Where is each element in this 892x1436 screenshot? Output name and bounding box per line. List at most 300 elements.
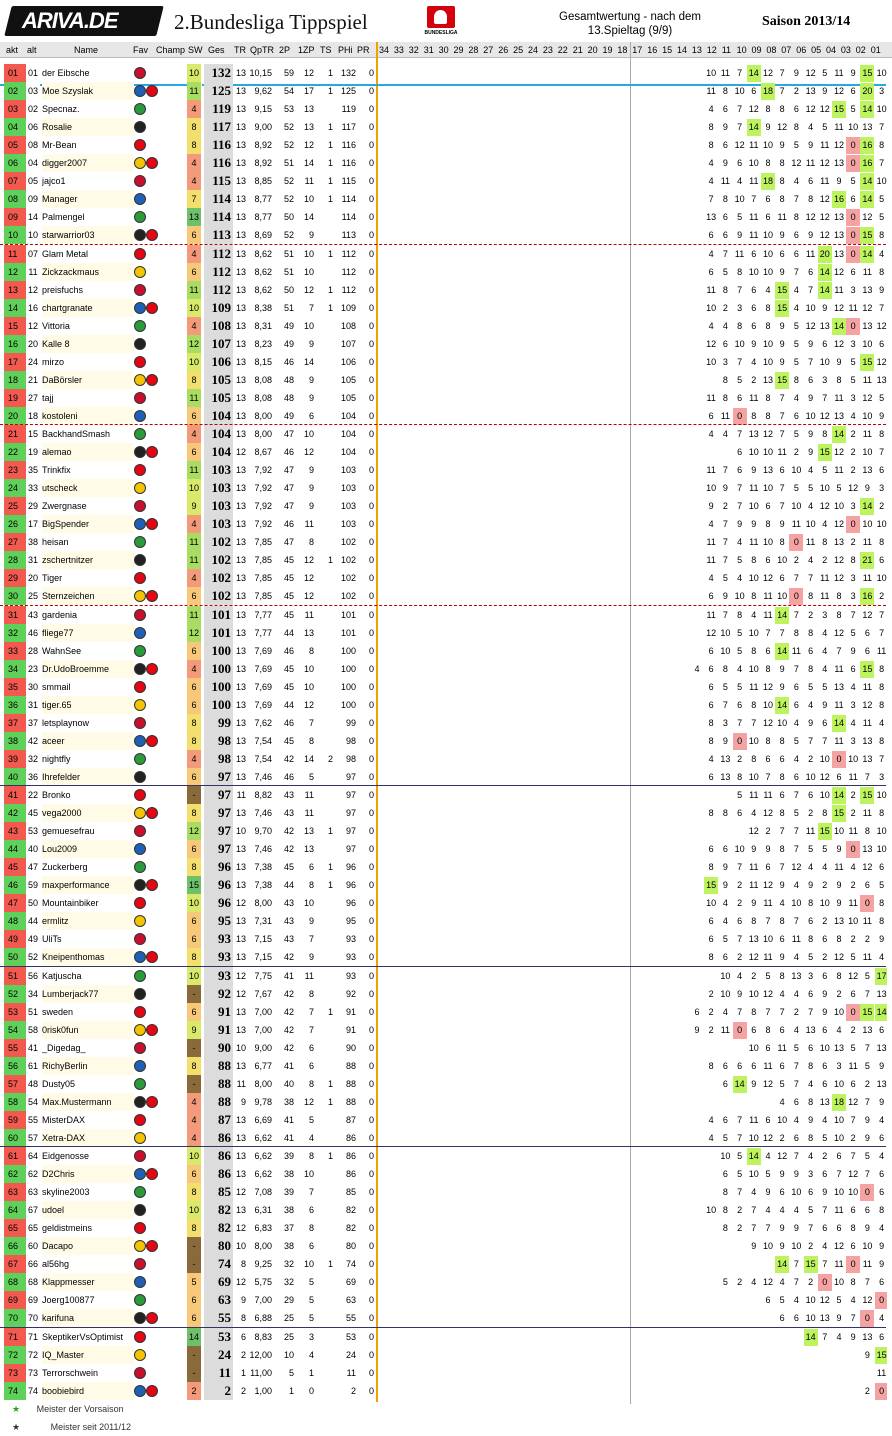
player-name[interactable]: chartgranate (42, 299, 134, 317)
player-name[interactable]: Dacapo (42, 1237, 134, 1255)
matchday-score: 7 (864, 1042, 870, 1053)
player-name[interactable]: SkeptikerVsOptimist (42, 1331, 124, 1342)
player-name[interactable]: Tiger (42, 573, 63, 584)
player-name[interactable]: smmail (42, 681, 71, 692)
matchday-05: 05 (811, 45, 822, 55)
table-row[interactable] (0, 172, 892, 190)
player-name[interactable]: der Eibsche (42, 68, 90, 78)
player-name[interactable]: Sternzeichen (42, 587, 134, 605)
table-row[interactable] (0, 226, 892, 244)
col-sw[interactable]: SW (188, 45, 203, 55)
matchday-score: 10 (777, 717, 788, 728)
qptr-value: 7,69 (254, 699, 272, 710)
qptr-value: 7,85 (254, 573, 272, 584)
col-tr[interactable]: TR (234, 45, 246, 55)
akt: 17 (4, 353, 26, 371)
table-row[interactable] (0, 930, 892, 948)
player-name[interactable]: Dr.UdoBroemme (42, 660, 134, 678)
matchday-score: 7 (879, 627, 885, 638)
player-name[interactable]: skyline2003 (42, 1187, 90, 1198)
table-row[interactable] (0, 533, 892, 551)
table-row[interactable] (0, 425, 892, 443)
player-name[interactable]: Zuckerberg (42, 862, 88, 873)
player-name[interactable]: aceer (42, 732, 134, 750)
ariva-logo[interactable]: ARIVA.DE (4, 6, 163, 36)
matchday-score: 7 (779, 627, 785, 638)
col-akt[interactable]: akt (6, 45, 19, 55)
matchday-score: 11 (848, 826, 858, 837)
matchday-score: 6 (850, 1205, 856, 1216)
player-name[interactable]: zschertnitzer (42, 551, 134, 569)
total-points: 99 (204, 714, 233, 732)
matchday-grid (376, 299, 887, 317)
player-name[interactable]: al56hg (42, 1259, 70, 1270)
table-row[interactable] (0, 1111, 892, 1129)
player-name[interactable]: Rosalie (42, 118, 134, 136)
table-row[interactable] (0, 714, 892, 732)
table-row[interactable] (0, 389, 892, 407)
player-name[interactable]: BigSpender (42, 515, 134, 533)
table-row[interactable] (0, 840, 892, 858)
player-name[interactable]: Mr-Bean (42, 140, 77, 151)
ts-value (316, 1219, 333, 1237)
player-name[interactable]: Manager (42, 190, 134, 208)
table-row[interactable] (0, 1183, 892, 1201)
table-row[interactable] (0, 804, 892, 822)
matchday-grid (376, 407, 887, 425)
player-name[interactable]: Lumberjack77 (42, 985, 134, 1003)
table-row[interactable] (0, 317, 892, 335)
matchday-score: 11 (820, 573, 830, 584)
one-zp-value: 11 (304, 176, 314, 187)
two-point-value: 42 (283, 826, 294, 837)
player-name[interactable]: digger2007 (42, 154, 134, 172)
col-2p[interactable]: 2P (279, 45, 291, 55)
player-name[interactable]: Kalle 8 (42, 335, 134, 353)
sw-value: 2 (187, 1382, 202, 1400)
player-name[interactable]: tiger.65 (42, 696, 134, 714)
matchday-score: 9 (808, 447, 814, 458)
player-name[interactable]: Max.Mustermann (42, 1093, 134, 1111)
player-name[interactable]: Ihrefelder (42, 768, 134, 786)
matchday-score: 11 (848, 771, 858, 782)
alt: 29 (26, 497, 40, 515)
qptr-value: 7,54 (254, 735, 272, 746)
table-row[interactable] (0, 1057, 892, 1075)
matchday-score: 7 (793, 1151, 799, 1161)
matchday-score: 8 (751, 699, 757, 710)
table-row[interactable] (0, 64, 892, 82)
matchday-score: 10 (819, 1042, 830, 1053)
matchday-score: 10 (791, 1187, 802, 1198)
matchday-score: 6 (850, 1078, 856, 1089)
favorite-club-icon (128, 1183, 158, 1201)
player-name[interactable]: BackhandSmash (42, 429, 111, 439)
player-name[interactable]: Trinkfix (42, 465, 71, 476)
table-row[interactable] (0, 696, 892, 714)
table-row[interactable] (0, 1003, 892, 1021)
matchday-score: 9 (779, 681, 785, 692)
table-row[interactable] (0, 732, 892, 750)
table-row[interactable] (0, 461, 892, 479)
matchday-score: 8 (864, 826, 870, 837)
tr-value: 13 (235, 158, 246, 169)
matchday-score: 5 (793, 483, 799, 494)
table-row[interactable] (0, 750, 892, 768)
matchday-score: 10 (833, 501, 844, 512)
table-row[interactable] (0, 786, 892, 804)
player-name[interactable]: _Digedag_ (42, 1042, 86, 1053)
table-row[interactable] (0, 1021, 892, 1039)
matchday-score: 8 (879, 230, 885, 241)
matchday-grid (376, 172, 887, 190)
player-name[interactable]: starwarrior03 (42, 226, 134, 244)
table-row[interactable] (0, 1382, 892, 1400)
one-zp-value: 14 (303, 212, 314, 223)
table-row[interactable] (0, 967, 892, 985)
player-name[interactable]: Specnaz. (42, 104, 80, 115)
table-row[interactable] (0, 82, 892, 100)
matchday-score: 3 (850, 699, 856, 710)
matchday-score: 14 (775, 697, 789, 714)
player-name[interactable]: Lou2009 (42, 840, 134, 858)
two-point-value: 50 (283, 284, 294, 295)
player-name[interactable]: Dusty05 (42, 1078, 76, 1089)
table-row[interactable] (0, 1093, 892, 1111)
player-name[interactable]: maxperformance (42, 876, 134, 894)
table-row[interactable] (0, 100, 892, 118)
favorite-club-icon (128, 533, 158, 551)
player-name[interactable]: Kneipenthomas (42, 948, 134, 966)
matchday-score: 2 (864, 1385, 870, 1396)
player-name[interactable]: Zickzackmaus (42, 263, 134, 281)
matchday-score: 9 (864, 1114, 870, 1125)
table-row[interactable] (0, 245, 892, 263)
player-name[interactable]: udoel (42, 1201, 134, 1219)
player-name[interactable]: Palmengel (42, 212, 85, 223)
matchday-score: 4 (879, 717, 885, 728)
player-name[interactable]: Glam Metal (42, 248, 89, 259)
player-name[interactable]: tajj (42, 392, 54, 403)
matchday-score: 8 (722, 86, 728, 97)
table-row[interactable] (0, 263, 892, 281)
table-row[interactable] (0, 569, 892, 587)
qptr-value: 7,00 (254, 1295, 272, 1306)
player-name[interactable]: Moe Szyslak (42, 82, 134, 100)
table-row[interactable] (0, 1328, 892, 1346)
one-zp-value: 12 (303, 447, 314, 458)
table-row[interactable] (0, 1201, 892, 1219)
table-row[interactable] (0, 1364, 892, 1382)
matchday-score: 0 (846, 155, 860, 172)
matchday-score: 12 (819, 194, 830, 205)
player-name[interactable]: vega2000 (42, 804, 134, 822)
tr-value: 10 (235, 826, 246, 837)
one-zp-value: 9 (308, 952, 314, 963)
player-name[interactable]: IQ_Master (42, 1346, 134, 1364)
player-name[interactable]: WahnSee (42, 645, 82, 656)
table-row[interactable] (0, 912, 892, 930)
col-champ[interactable]: Champ (156, 45, 186, 55)
matchday-score: 9 (836, 1313, 842, 1324)
table-row[interactable] (0, 587, 892, 605)
sw-value: 9 (187, 1021, 202, 1039)
matchday-score: 8 (751, 555, 757, 566)
player-name[interactable]: nightfly (42, 753, 71, 764)
player-name[interactable]: jajco1 (42, 176, 66, 187)
player-name[interactable]: Bronko (42, 790, 71, 800)
matchday-score: 2 (879, 591, 885, 602)
table-row[interactable] (0, 1291, 892, 1309)
phi-value: 119 (341, 104, 356, 115)
table-row[interactable] (0, 768, 892, 786)
table-row[interactable] (0, 606, 892, 624)
matchday-score: 9 (808, 880, 814, 891)
col-phi[interactable]: PHi (338, 45, 353, 55)
table-row[interactable] (0, 1219, 892, 1237)
one-zp-value: 6 (308, 862, 314, 873)
favorite-club-icon (128, 876, 158, 894)
tr-value: 13 (235, 392, 246, 403)
player-name[interactable]: mirzo (42, 356, 64, 367)
table-row[interactable] (0, 876, 892, 894)
matchday-grid (376, 985, 887, 1003)
player-name[interactable]: Terrorschwein (42, 1367, 99, 1378)
matchday-score: 2 (793, 555, 799, 566)
table-row[interactable] (0, 208, 892, 226)
player-name[interactable]: karifuna (42, 1309, 134, 1327)
table-row[interactable] (0, 515, 892, 533)
table-row[interactable] (0, 1273, 892, 1291)
player-name[interactable]: gemuesefrau (42, 826, 95, 837)
player-name[interactable]: heisan (42, 537, 69, 548)
player-name[interactable]: RichyBerlin (42, 1057, 134, 1075)
pr-value: 0 (368, 898, 374, 909)
player-name[interactable]: Mountainbiker (42, 898, 99, 909)
player-name[interactable]: preisfuchs (42, 284, 84, 295)
table-row[interactable] (0, 948, 892, 966)
matchday-score: 10 (833, 1078, 844, 1089)
phi-value: 116 (341, 140, 356, 151)
pr-value: 0 (368, 447, 374, 458)
table-row[interactable] (0, 1346, 892, 1364)
matchday-score: 10 (833, 1277, 844, 1288)
matchday-score: 2 (850, 447, 856, 458)
player-name[interactable]: Eidgenosse (42, 1151, 90, 1161)
sw-value: 6 (187, 768, 202, 786)
table-row[interactable] (0, 660, 892, 678)
player-name[interactable]: utscheck (42, 479, 134, 497)
total-points: 93 (204, 967, 233, 985)
table-row[interactable] (0, 858, 892, 876)
club-crest-icon (146, 85, 158, 97)
favorite-club-icon (128, 1057, 158, 1075)
player-name[interactable]: alemao (42, 443, 134, 461)
table-row[interactable] (0, 894, 892, 912)
matchday-score: 5 (765, 1169, 771, 1180)
table-row[interactable] (0, 443, 892, 461)
table-row[interactable] (0, 822, 892, 840)
matchday-score: 10 (777, 591, 788, 602)
matchday-score: 12 (862, 699, 873, 710)
col-ts[interactable]: TS (320, 45, 332, 55)
two-point-value: 42 (283, 988, 294, 999)
matchday-grid (376, 930, 887, 948)
table-row[interactable] (0, 1147, 892, 1165)
table-row[interactable] (0, 136, 892, 154)
table-row[interactable] (0, 1255, 892, 1273)
alt: 02 (26, 100, 40, 118)
two-point-value: 46 (283, 519, 294, 530)
table-row[interactable] (0, 281, 892, 299)
two-point-value: 54 (283, 86, 294, 97)
akt: 04 (4, 118, 26, 136)
player-name[interactable]: UliTs (42, 934, 62, 945)
qptr-value: 7,46 (254, 771, 272, 782)
matchday-score: 7 (822, 392, 828, 403)
matchday-score: 15 (818, 823, 832, 840)
sw-value: 4 (187, 569, 202, 587)
col-name[interactable]: Name (74, 45, 99, 55)
matchday-score: 5 (793, 338, 799, 349)
matchday-score: 6 (765, 212, 771, 223)
player-name[interactable]: Zwergnase (42, 501, 87, 512)
matchday-score: 9 (879, 934, 885, 945)
table-row[interactable] (0, 1129, 892, 1147)
col-qptr[interactable]: QpTR (250, 45, 275, 55)
player-name[interactable]: Joerg100877 (42, 1295, 95, 1306)
favorite-club-icon (128, 1111, 158, 1129)
table-row[interactable] (0, 624, 892, 642)
alt: 15 (26, 425, 40, 443)
table-row[interactable] (0, 985, 892, 1003)
tr-value: 13 (235, 302, 246, 313)
akt: 26 (4, 515, 26, 533)
matchday-score: 11 (834, 122, 844, 133)
col-alt[interactable]: alt (27, 45, 37, 55)
matchday-score: 9 (722, 862, 728, 873)
table-row[interactable] (0, 335, 892, 353)
player-name[interactable]: Xetra-DAX (42, 1129, 134, 1147)
matchday-score: 8 (765, 392, 771, 403)
matchday-score: 5 (879, 392, 885, 403)
matchday-28: 28 (468, 45, 479, 55)
player-name[interactable]: kostoleni (42, 407, 134, 425)
table-row[interactable] (0, 1309, 892, 1327)
matchday-score: 6 (708, 266, 714, 277)
matchday-score: 13 (876, 1042, 887, 1053)
matchday-score: 6 (879, 465, 885, 476)
player-name[interactable]: letsplaynow (42, 717, 90, 728)
col-ges[interactable]: Ges (208, 45, 225, 55)
matchday-score: 10 (720, 645, 731, 656)
table-row[interactable] (0, 678, 892, 696)
sw-value: 10 (187, 353, 202, 371)
player-name[interactable]: Klappmesser (42, 1273, 134, 1291)
table-row[interactable] (0, 190, 892, 208)
pr-value: 0 (368, 1096, 374, 1107)
matchday-score: 6 (850, 663, 856, 674)
ts-value: 1 (327, 176, 333, 187)
player-name[interactable]: boobiebird (42, 1382, 134, 1400)
matchday-score: 4 (779, 898, 785, 909)
matchday-score: 12 (833, 447, 844, 458)
table-row[interactable] (0, 407, 892, 425)
akt: 54 (4, 1021, 26, 1039)
ts-value (316, 912, 333, 930)
player-name[interactable]: ermlitz (42, 912, 134, 930)
alt: 23 (26, 660, 40, 678)
matchday-score: 5 (864, 1151, 870, 1161)
player-name[interactable]: sweden (42, 1006, 74, 1017)
favorite-club-icon (128, 64, 158, 82)
table-row[interactable] (0, 299, 892, 317)
player-name[interactable]: fliege77 (42, 624, 134, 642)
phi-value: 105 (340, 392, 356, 403)
tr-value: 13 (235, 122, 246, 133)
col-1zp[interactable]: 1ZP (298, 45, 315, 55)
ts-value: 1 (327, 248, 333, 259)
matchday-score: 0 (846, 137, 860, 154)
player-name[interactable]: geldistmeins (42, 1223, 93, 1234)
table-row[interactable] (0, 1165, 892, 1183)
player-name[interactable]: Vittoria (42, 320, 70, 331)
table-row[interactable] (0, 353, 892, 371)
matchday-score: 2 (737, 753, 743, 764)
table-row[interactable] (0, 497, 892, 515)
matchday-score: 12 (876, 320, 887, 331)
matchday-score: 4 (765, 284, 771, 295)
table-row[interactable] (0, 1075, 892, 1093)
matchday-score: 4 (751, 356, 757, 367)
table-row[interactable] (0, 118, 892, 136)
player-name[interactable]: DaBörsler (42, 371, 134, 389)
table-row[interactable] (0, 1237, 892, 1255)
table-row[interactable] (0, 642, 892, 660)
pr-value: 0 (368, 1205, 374, 1216)
player-name[interactable]: 0risk0fun (42, 1021, 134, 1039)
table-row[interactable] (0, 1039, 892, 1057)
club-crest-icon (134, 1258, 146, 1270)
matchday-score: 8 (722, 194, 728, 205)
matchday-score: 12 (819, 212, 830, 223)
table-row[interactable] (0, 154, 892, 172)
player-name[interactable]: gardenia (42, 609, 78, 620)
matchday-score: 9 (722, 880, 728, 891)
pr-value: 0 (368, 735, 374, 746)
matchday-score: 6 (793, 1096, 799, 1107)
matchday-score: 4 (822, 627, 828, 638)
table-row[interactable] (0, 479, 892, 497)
player-name[interactable]: D2Chris (42, 1165, 134, 1183)
col-fav[interactable]: Fav (133, 45, 149, 55)
col-pr[interactable]: PR (357, 45, 370, 55)
matchday-score: 5 (822, 681, 828, 692)
player-name[interactable]: MisterDAX (42, 1114, 86, 1125)
matchday-score: 5 (879, 880, 885, 891)
matchday-score: 7 (850, 1151, 856, 1161)
matchday-score: 20 (818, 246, 832, 263)
player-name[interactable]: Katjuscha (42, 970, 82, 981)
alt: 41 (26, 1039, 40, 1057)
matchday-score: 9 (722, 483, 728, 494)
matchday-score: 9 (836, 898, 842, 909)
alt: 43 (26, 606, 40, 624)
total-points: 95 (204, 912, 233, 930)
table-row[interactable] (0, 371, 892, 389)
table-row[interactable] (0, 551, 892, 569)
tr-value: 13 (235, 862, 246, 873)
